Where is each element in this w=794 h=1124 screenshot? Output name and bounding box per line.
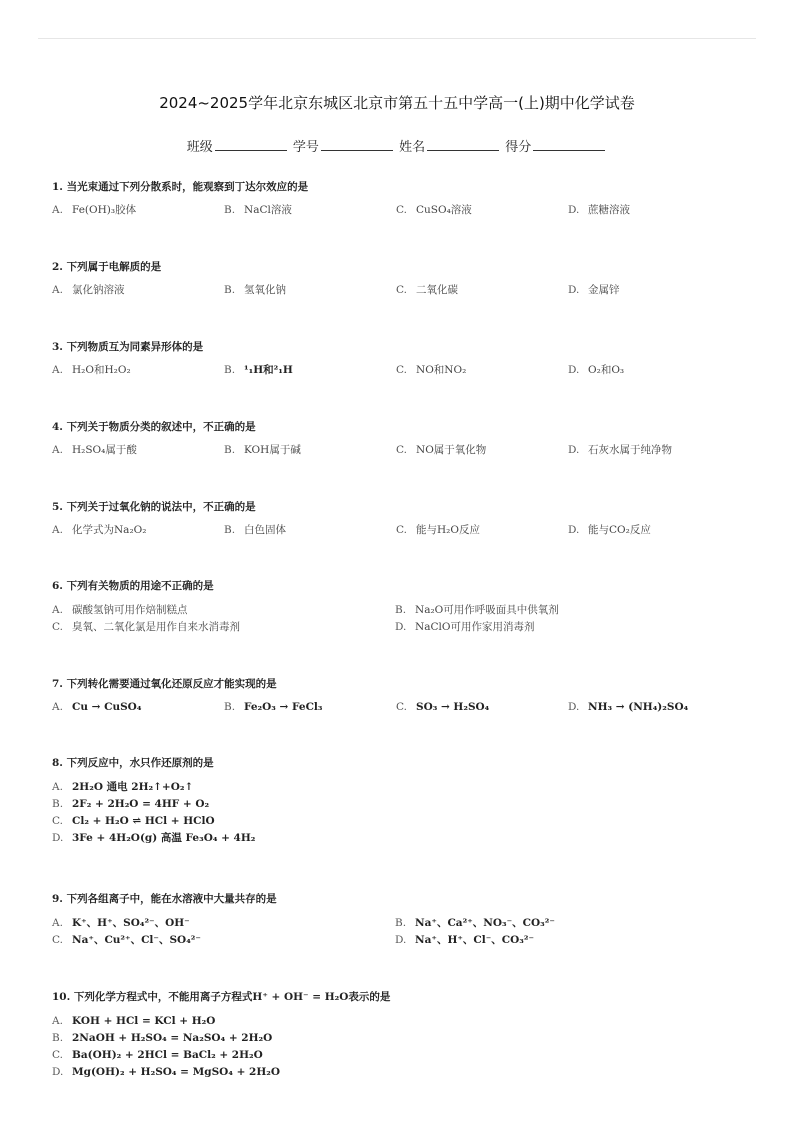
option-d[interactable]: D. 能与CO₂反应 bbox=[568, 524, 651, 536]
question-8 bbox=[52, 753, 752, 847]
option-c[interactable]: C. NO和NO₂ bbox=[396, 364, 467, 376]
info-label-name: 姓名 bbox=[399, 140, 426, 155]
option-b[interactable]: B. Fe₂O₃ → FeCl₃ bbox=[224, 701, 323, 713]
page-title: 2024~2025学年北京东城区北京市第五十五中学高一(上)期中化学试卷 bbox=[159, 94, 635, 112]
question-3 bbox=[52, 337, 752, 379]
question-stem: 1. 当光束通过下列分散系时，能观察到丁达尔效应的是 bbox=[52, 181, 309, 193]
option-a[interactable]: A. Fe(OH)₃胶体 bbox=[52, 204, 137, 216]
info-label-score: 得分 bbox=[505, 140, 532, 155]
option-d[interactable]: D. 3Fe + 4H₂O(g) 高温 Fe₃O₄ + 4H₂ bbox=[52, 832, 256, 844]
question-stem: 3. 下列物质互为同素异形体的是 bbox=[52, 341, 204, 353]
options-row bbox=[52, 932, 752, 949]
option-c[interactable]: C. NO属于氧化物 bbox=[396, 444, 487, 456]
option-b[interactable]: B. 白色固体 bbox=[224, 524, 286, 536]
option-b[interactable]: B. 2F₂ + 2H₂O = 4HF + O₂ bbox=[52, 798, 210, 810]
option-b[interactable]: B. Na⁺、Ca²⁺、NO₃⁻、CO₃²⁻ bbox=[395, 917, 555, 929]
option-a[interactable]: A. 氯化钠溶液 bbox=[52, 284, 125, 296]
option-b[interactable]: B. ¹₁H和²₁H bbox=[224, 364, 293, 376]
options-row bbox=[52, 698, 752, 716]
info-label-number: 学号 bbox=[292, 140, 319, 155]
option-d[interactable]: D. NaClO可用作家用消毒剂 bbox=[395, 621, 535, 633]
options-row bbox=[52, 602, 752, 619]
options-row bbox=[52, 915, 752, 932]
info-label-class: 班级 bbox=[186, 140, 213, 155]
question-10 bbox=[52, 987, 752, 1081]
question-7 bbox=[52, 674, 752, 716]
option-c[interactable]: C. 能与H₂O反应 bbox=[396, 524, 480, 536]
question-stem: 4. 下列关于物质分类的叙述中，不正确的是 bbox=[52, 421, 256, 433]
option-c[interactable]: C. SO₃ → H₂SO₄ bbox=[396, 701, 490, 713]
class-blank[interactable] bbox=[215, 139, 287, 151]
options-row bbox=[52, 361, 752, 379]
option-d[interactable]: D. Mg(OH)₂ + H₂SO₄ = MgSO₄ + 2H₂O bbox=[52, 1066, 281, 1078]
question-stem: 7. 下列转化需要通过氧化还原反应才能实现的是 bbox=[52, 678, 277, 690]
options-row bbox=[52, 281, 752, 299]
option-a[interactable]: A. K⁺、H⁺、SO₄²⁻、OH⁻ bbox=[52, 917, 190, 929]
option-a[interactable]: A. H₂O和H₂O₂ bbox=[52, 364, 131, 376]
option-b[interactable]: B. KOH属于碱 bbox=[224, 444, 301, 456]
score-blank[interactable] bbox=[533, 139, 605, 151]
option-c[interactable]: C. Na⁺、Cu²⁺、Cl⁻、SO₄²⁻ bbox=[52, 934, 201, 946]
options-row bbox=[52, 521, 752, 539]
option-b[interactable]: B. Na₂O可用作呼吸面具中供氧剂 bbox=[395, 604, 559, 616]
option-a[interactable]: A. 2H₂O 通电 2H₂↑+O₂↑ bbox=[52, 781, 194, 793]
option-d[interactable]: D. 金属锌 bbox=[568, 284, 620, 296]
number-blank[interactable] bbox=[321, 139, 393, 151]
option-c[interactable]: C. 二氧化碳 bbox=[396, 284, 458, 296]
option-a[interactable]: A. 化学式为Na₂O₂ bbox=[52, 524, 147, 536]
question-stem: 9. 下列各组离子中，能在水溶液中大量共存的是 bbox=[52, 893, 277, 905]
options-row bbox=[52, 201, 752, 219]
option-c[interactable]: C. Ba(OH)₂ + 2HCl = BaCl₂ + 2H₂O bbox=[52, 1049, 263, 1061]
question-stem: 2. 下列属于电解质的是 bbox=[52, 261, 162, 273]
question-1 bbox=[52, 177, 752, 219]
question-4 bbox=[52, 417, 752, 459]
option-d[interactable]: D. 石灰水属于纯净物 bbox=[568, 444, 672, 456]
question-9 bbox=[52, 889, 752, 949]
question-2 bbox=[52, 257, 752, 299]
option-c[interactable]: C. CuSO₄溶液 bbox=[396, 204, 472, 216]
option-a[interactable]: A. 碳酸氢钠可用作焙制糕点 bbox=[52, 604, 188, 616]
question-5 bbox=[52, 497, 752, 539]
option-a[interactable]: A. Cu → CuSO₄ bbox=[52, 701, 142, 713]
question-stem: 10. 下列化学方程式中，不能用离子方程式H⁺ + OH⁻ = H₂O表示的是 bbox=[52, 991, 391, 1003]
option-d[interactable]: D. 蔗糖溶液 bbox=[568, 204, 630, 216]
option-c[interactable]: C. Cl₂ + H₂O ⇌ HCl + HClO bbox=[52, 815, 215, 827]
question-6 bbox=[52, 576, 752, 636]
option-d[interactable]: D. NH₃ → (NH₄)₂SO₄ bbox=[568, 701, 689, 713]
student-info-line bbox=[0, 136, 794, 155]
option-b[interactable]: B. 2NaOH + H₂SO₄ = Na₂SO₄ + 2H₂O bbox=[52, 1032, 273, 1044]
option-d[interactable]: D. Na⁺、H⁺、Cl⁻、CO₃²⁻ bbox=[395, 934, 535, 946]
option-a[interactable]: A. H₂SO₄属于酸 bbox=[52, 444, 137, 456]
question-stem: 6. 下列有关物质的用途不正确的是 bbox=[52, 580, 214, 592]
option-a[interactable]: A. KOH + HCl = KCl + H₂O bbox=[52, 1015, 216, 1027]
options-row bbox=[52, 619, 752, 636]
question-stem: 8. 下列反应中，水只作还原剂的是 bbox=[52, 757, 214, 769]
top-divider bbox=[38, 38, 756, 39]
option-c[interactable]: C. 臭氧、二氧化氯是用作自来水消毒剂 bbox=[52, 621, 240, 633]
option-b[interactable]: B. 氢氧化钠 bbox=[224, 284, 286, 296]
question-stem: 5. 下列关于过氧化钠的说法中，不正确的是 bbox=[52, 501, 256, 513]
options-row bbox=[52, 441, 752, 459]
option-b[interactable]: B. NaCl溶液 bbox=[224, 204, 292, 216]
option-d[interactable]: D. O₂和O₃ bbox=[568, 364, 625, 376]
name-blank[interactable] bbox=[427, 139, 499, 151]
